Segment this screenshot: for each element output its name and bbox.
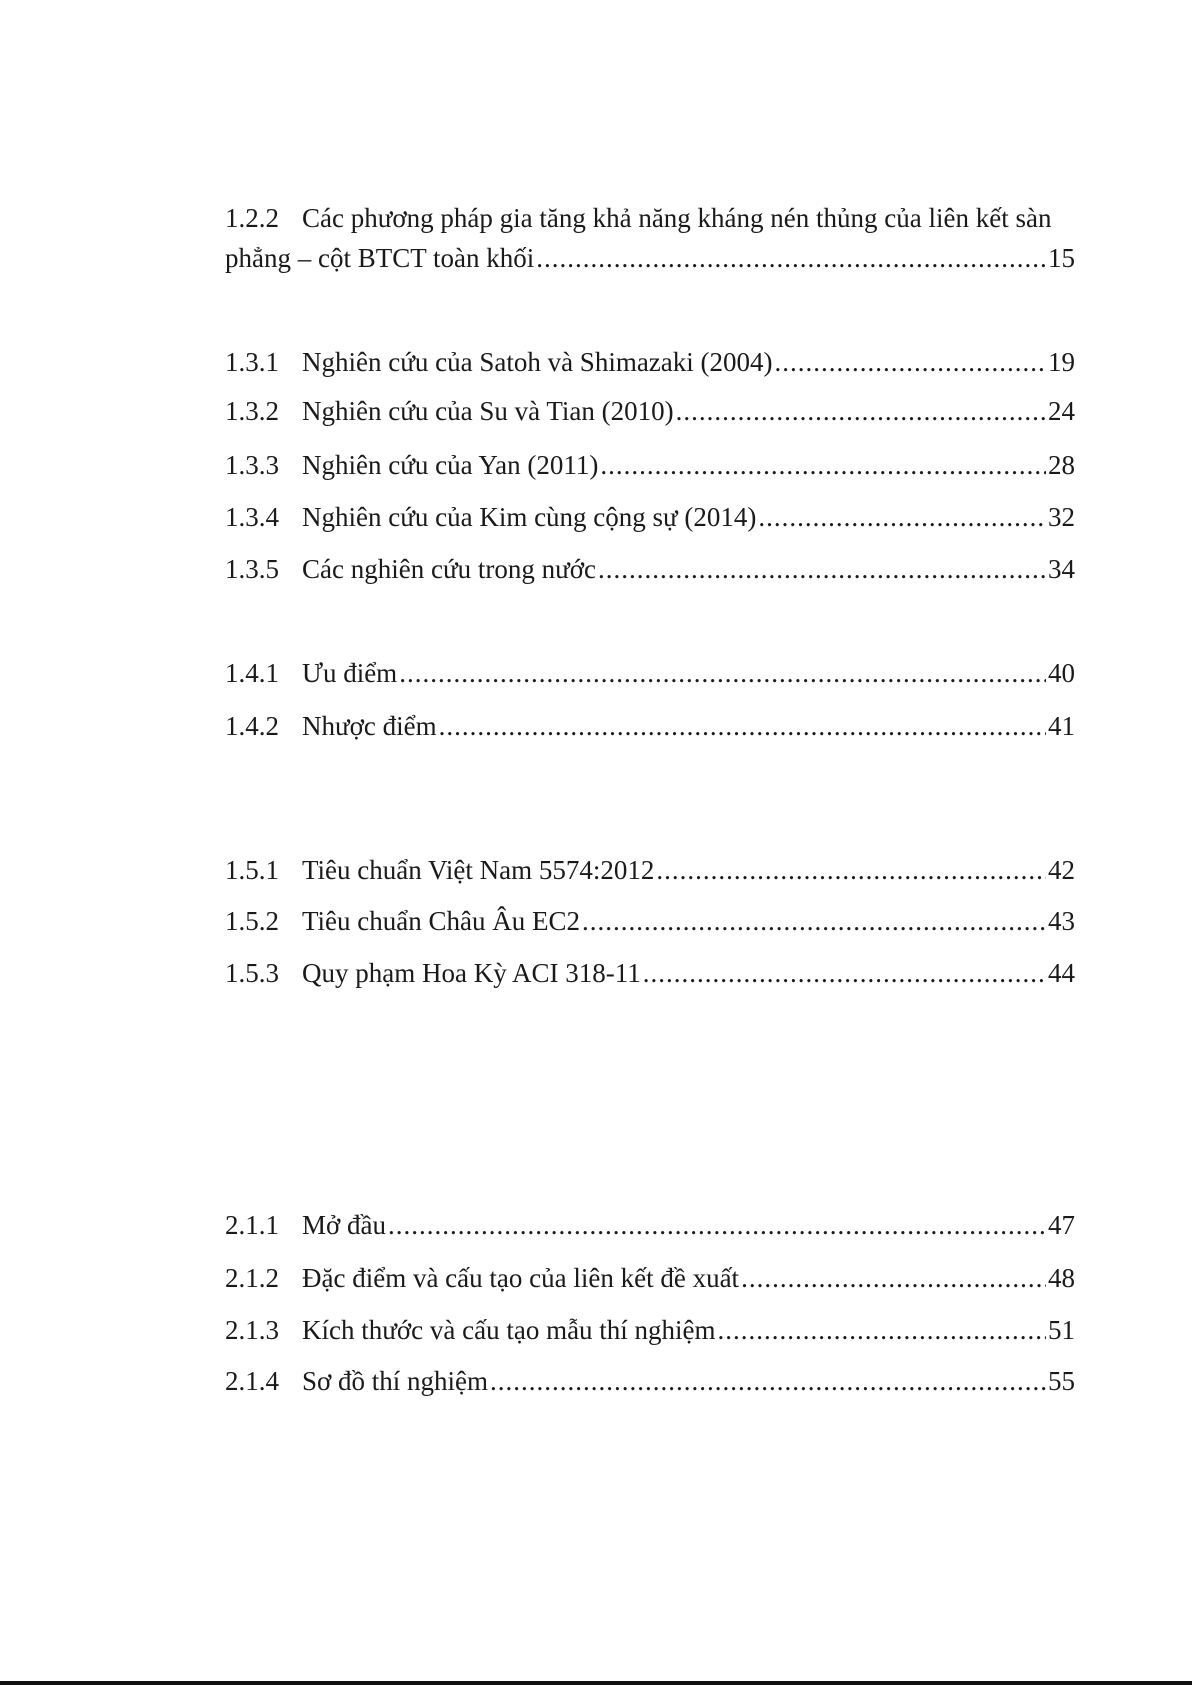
toc-entry-number: 1.3.1 [225,347,279,377]
toc-entry-number: 1.5.3 [225,958,279,988]
toc-entry-title: Đặc điểm và cấu tạo của liên kết đề xuất [302,1263,740,1293]
toc-entry-page: 42 [1048,855,1075,885]
toc-entry-number: 1.3.4 [225,502,279,532]
toc-entry-title: Tiêu chuẩn Châu Âu EC2 [302,906,580,936]
toc-entry-title-continued: phẳng – cột BTCT toàn khối [225,243,535,273]
toc-entry-line1 [225,203,1075,233]
toc-dot-leader [741,1263,1046,1293]
toc-entry-page: 28 [1048,450,1075,480]
toc-entry-title: Kích thước và cấu tạo mẫu thí nghiệm [302,1315,716,1345]
toc-entry-title: Nhược điểm [302,711,437,741]
toc-entry-1-5-1[interactable] [225,855,1075,885]
toc-entry-2-1-3[interactable] [225,1315,1075,1345]
toc-entry-title: Tiêu chuẩn Việt Nam 5574:2012 [302,855,655,885]
toc-dot-leader [439,711,1046,741]
toc-entry-number: 2.1.3 [225,1315,279,1345]
toc-entry-1-3-2[interactable] [225,396,1075,426]
toc-entry-page: 24 [1048,396,1075,426]
toc-entry-number: 1.4.1 [225,658,279,688]
toc-entry-1-5-2[interactable] [225,906,1075,936]
toc-entry-title: Mở đầu [302,1210,387,1240]
toc-dot-leader [399,658,1046,688]
page-bottom-border [0,1681,1192,1685]
toc-entry-title: Nghiên cứu của Su và Tian (2010) [302,396,674,426]
toc-entry-page: 48 [1048,1263,1075,1293]
toc-dot-leader [598,554,1046,584]
toc-entry-number: 1.2.2 [225,203,279,233]
toc-entry-page: 51 [1048,1315,1075,1345]
toc-entry-page: 19 [1048,347,1075,377]
toc-entry-page: 41 [1048,711,1075,741]
toc-entry-number: 1.3.3 [225,450,279,480]
toc-entry-1-3-1[interactable] [225,347,1075,377]
toc-entry-number: 1.5.1 [225,855,279,885]
toc-entry-number: 1.3.5 [225,554,279,584]
toc-entry-page: 44 [1048,958,1075,988]
toc-entry-title: Quy phạm Hoa Kỳ ACI 318-11 [302,958,641,988]
toc-entry-title: Nghiên cứu của Kim cùng cộng sự (2014) [302,502,757,532]
toc-entry-line2 [225,243,1075,273]
toc-entry-title: Các phương pháp gia tăng khả năng kháng nén thủng của liên kết sàn [302,203,1052,233]
toc-entry-1-4-2[interactable] [225,711,1075,741]
toc-dot-leader [536,243,1046,273]
toc-entry-number: 1.4.2 [225,711,279,741]
toc-entry-title: Nghiên cứu của Satoh và Shimazaki (2004) [302,347,773,377]
toc-entry-number: 1.5.2 [225,906,279,936]
toc-dot-leader [718,1315,1046,1345]
toc-entry-page: 55 [1048,1366,1075,1396]
toc-entry-1-3-4[interactable] [225,502,1075,532]
toc-entry-title: Sơ đồ thí nghiệm [302,1366,489,1396]
toc-entry-1-2-2[interactable] [225,203,1075,273]
toc-dot-leader [758,502,1046,532]
toc-entry-2-1-4[interactable] [225,1366,1075,1396]
toc-entry-page: 32 [1048,502,1075,532]
toc-dot-leader [388,1210,1046,1240]
toc-entry-2-1-1[interactable] [225,1210,1075,1240]
toc-entry-number: 2.1.1 [225,1210,279,1240]
toc-entry-2-1-2[interactable] [225,1263,1075,1293]
toc-entry-page: 43 [1048,906,1075,936]
toc-entry-1-3-5[interactable] [225,554,1075,584]
toc-dot-leader [490,1366,1046,1396]
toc-entry-page: 15 [1048,243,1075,273]
toc-entry-number: 1.3.2 [225,396,279,426]
toc-entry-page: 34 [1048,554,1075,584]
toc-entry-page: 40 [1048,658,1075,688]
toc-dot-leader [775,347,1046,377]
toc-entry-title: Nghiên cứu của Yan (2011) [302,450,599,480]
toc-dot-leader [676,396,1046,426]
toc-dot-leader [643,958,1046,988]
toc-entry-number: 2.1.4 [225,1366,279,1396]
toc-entry-title: Ưu điểm [302,658,398,688]
toc-dot-leader [600,450,1046,480]
toc-entry-number: 2.1.2 [225,1263,279,1293]
toc-dot-leader [656,855,1046,885]
toc-dot-leader [582,906,1046,936]
toc-entry-title: Các nghiên cứu trong nước [302,554,596,584]
toc-entry-1-4-1[interactable] [225,658,1075,688]
toc-entry-1-3-3[interactable] [225,450,1075,480]
toc-entry-1-5-3[interactable] [225,958,1075,988]
toc-entry-page: 47 [1048,1210,1075,1240]
